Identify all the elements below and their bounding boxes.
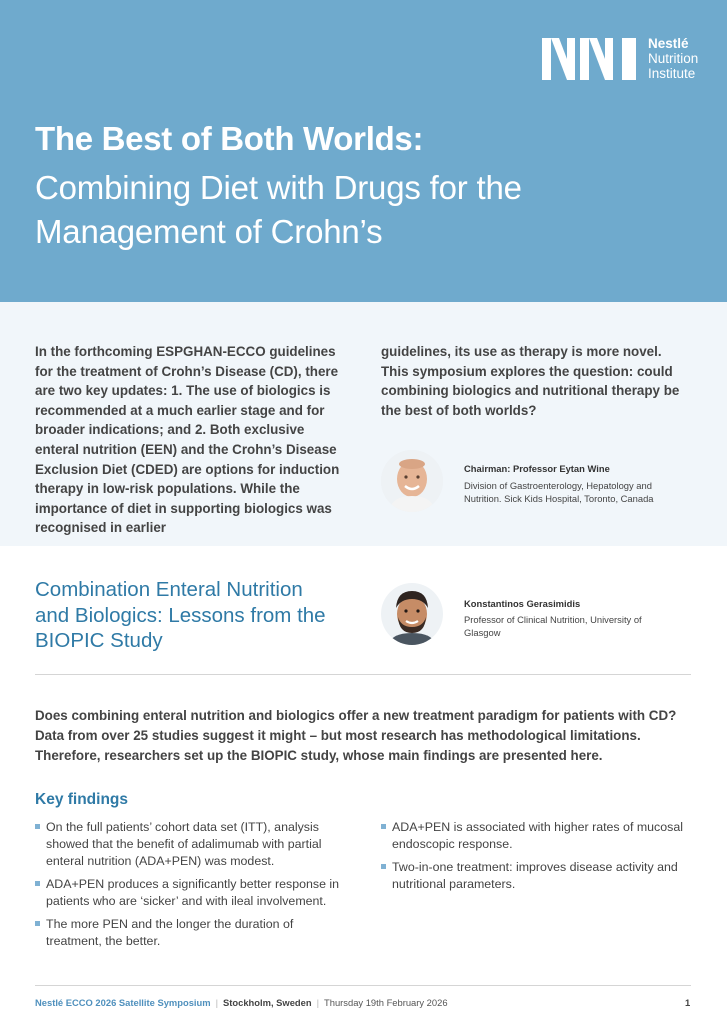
list-item-text: ADA+PEN is associated with higher rates of mucosal endoscopic response. <box>392 820 683 851</box>
list-item-text: ADA+PEN produces a significantly better response in patients who are ‘sicker’ and with ileal involvement. <box>46 877 340 908</box>
chairman-info <box>464 462 684 505</box>
footer-separator: | <box>215 997 219 1008</box>
brand-name-line3: Institute <box>648 66 696 81</box>
list-item-text: The more PEN and the longer the duration of treatment, the better. <box>46 917 294 948</box>
chairman-photo <box>381 450 443 512</box>
key-findings-list-right <box>381 819 691 899</box>
key-findings-heading: Key findings <box>35 791 129 808</box>
brand-name-line1: Nestlé <box>648 36 689 51</box>
bullet-square-icon <box>35 824 40 829</box>
list-item <box>35 916 345 950</box>
list-item-text: On the full patients’ cohort data set (ITT), analysis showed that the benefit of adalimumab with partial enteral nutrition (ADA+PEN) was modest. <box>46 820 322 868</box>
list-item <box>381 859 691 893</box>
speaker-info <box>464 597 664 639</box>
intro-text-right: guidelines, its use as therapy is more novel. This symposium explores the question: could combining biologics and nutritional therapy be the best of both worlds? <box>381 344 680 418</box>
nni-logo-icon <box>542 38 638 80</box>
bullet-square-icon <box>35 881 40 886</box>
brand-wordmark <box>648 36 698 81</box>
bullet-square-icon <box>381 824 386 829</box>
page-number: 1 <box>685 997 691 1008</box>
key-findings-list-left <box>35 819 345 956</box>
footer-location: Stockholm, Sweden <box>223 997 312 1008</box>
chairman-name: Chairman: Professor Eytan Wine <box>464 463 610 474</box>
list-item <box>35 876 345 910</box>
chairman-portrait-icon <box>381 450 443 512</box>
page-subtitle: Combining Diet with Drugs for the Management of Crohn’s <box>35 169 522 250</box>
section-divider <box>35 674 691 675</box>
bullet-square-icon <box>35 921 40 926</box>
list-item <box>381 819 691 853</box>
footer-divider <box>35 985 691 986</box>
intro-text-left: In the forthcoming ESPGHAN-ECCO guidelines for the treatment of Crohn’s Disease (CD), there are two key updates: 1. The use of biologics is recommended at a much earlier stage and for broader indications; and 2. Both exclusive enteral nutrition (EEN) and the Crohn’s Disease Exclusion Diet (CDED) are options for induction therapy in low-risk populations. While the importance of diet in supporting biologics was recognised in earlier <box>35 344 340 536</box>
footer <box>35 997 448 1008</box>
speaker-name: Konstantinos Gerasimidis <box>464 598 581 609</box>
bullet-square-icon <box>381 864 386 869</box>
speaker-photo <box>381 583 443 645</box>
footer-separator: | <box>316 997 320 1008</box>
list-item <box>35 819 345 870</box>
section-title: Combination Enteral Nutrition and Biologics: Lessons from the BIOPIC Study <box>35 578 326 652</box>
speaker-portrait-icon <box>381 583 443 645</box>
list-item-text: Two-in-one treatment: improves disease activity and nutritional parameters. <box>392 860 678 891</box>
section-lead-text: Does combining enteral nutrition and biologics offer a new treatment paradigm for patients with CD? Data from over 25 studies suggest it might – but most research has methodological limitations. Therefore, researchers set up the BIOPIC study, whose main findings are presented here. <box>35 708 677 763</box>
brand-name-line2: Nutrition <box>648 51 699 66</box>
footer-date: Thursday 19th February 2026 <box>324 997 448 1008</box>
speaker-role: Professor of Clinical Nutrition, University of Glasgow <box>464 614 642 638</box>
chairman-affiliation: Division of Gastroenterology, Hepatology and Nutrition. Sick Kids Hospital, Toronto, Canada <box>464 480 654 504</box>
page-title: The Best of Both Worlds: <box>35 120 424 157</box>
footer-event: Nestlé ECCO 2026 Satellite Symposium <box>35 997 211 1008</box>
